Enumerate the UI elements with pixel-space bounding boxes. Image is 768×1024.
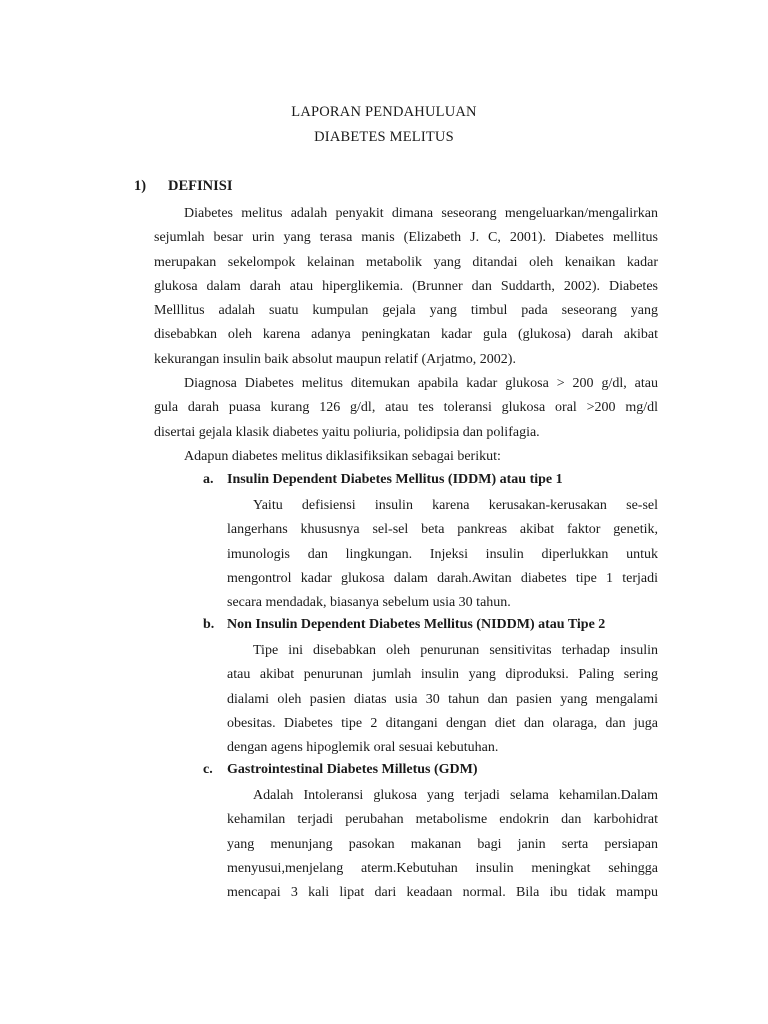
paragraph-line: mengontrol kadar glukosa dalam darah.Awitan diabetes tipe 1 terjadi	[227, 570, 658, 586]
paragraph-line: yang menunjang pasokan makanan bagi janin serta persiapan	[227, 836, 658, 852]
item-title: Non Insulin Dependent Diabetes Mellitus (NIDDM) atau Tipe 2	[227, 617, 606, 632]
paragraph-line: Yaitu defisiensi insulin karena kerusakan-kerusakan se-sel	[253, 498, 658, 513]
paragraph-line: kekurangan insulin baik absolut maupun relatif (Arjatmo, 2002).	[154, 351, 516, 367]
paragraph-line: Tipe ini disebabkan oleh penurunan sensitivitas terhadap insulin	[253, 643, 658, 658]
item-body-b	[227, 639, 658, 760]
paragraph-classification	[154, 445, 658, 469]
item-heading-a	[203, 472, 563, 488]
item-letter: a.	[203, 472, 214, 487]
paragraph-line: sejumlah besar urin yang terasa manis (Elizabeth J. C, 2001). Diabetes mellitus	[154, 230, 658, 246]
paragraph-line: glukosa dalam darah atau hiperglikemia. (Brunner dan Suddarth, 2002). Diabetes	[154, 278, 658, 294]
document-subtitle: DIABETES MELITUS	[314, 129, 454, 145]
paragraph-line: imunologis dan lingkungan. Injeksi insulin diperlukkan untuk	[227, 546, 658, 562]
paragraph-diagnosis	[154, 372, 658, 445]
paragraph-line: dialami oleh pasien diatas usia 30 tahun dan pasien yang mengalami	[227, 691, 658, 707]
document-title: LAPORAN PENDAHULUAN	[291, 104, 477, 120]
paragraph-line: kehamilan terjadi perubahan metabolisme endokrin dan karbohidrat	[227, 812, 658, 828]
item-heading-c	[203, 762, 478, 778]
item-title: Insulin Dependent Diabetes Mellitus (IDDM) atau tipe 1	[227, 472, 563, 487]
paragraph-definition	[154, 202, 658, 372]
paragraph-line: Diabetes melitus adalah penyakit dimana seseorang mengeluarkan/mengalirkan	[184, 206, 658, 221]
paragraph-line: atau akibat penurunan jumlah insulin yang diproduksi. Paling sering	[227, 667, 658, 683]
item-heading-b	[203, 617, 605, 633]
item-title: Gastrointestinal Diabetes Milletus (GDM)	[227, 762, 478, 777]
paragraph-line: Adalah Intoleransi glukosa yang terjadi selama kehamilan.Dalam	[253, 788, 658, 803]
section-number: 1)	[134, 178, 147, 194]
section-title: DEFINISI	[168, 178, 233, 194]
paragraph-line: disebabkan oleh karena adanya peningkatan kadar gula (glukosa) darah akibat	[154, 327, 658, 343]
item-letter: b.	[203, 617, 215, 632]
item-body-a	[227, 494, 658, 615]
paragraph-line: menyusui,menjelang aterm.Kebutuhan insulin meningkat sehingga	[227, 860, 658, 876]
paragraph-line: Diagnosa Diabetes melitus ditemukan apabila kadar glukosa > 200 g/dl, atau	[184, 376, 658, 391]
item-letter: c.	[203, 762, 213, 777]
paragraph-line: gula darah puasa kurang 126 g/dl, atau tes toleransi glukosa oral >200 mg/dl	[154, 400, 658, 416]
paragraph-line: dengan agens hipoglemik oral sesuai kebutuhan.	[227, 740, 499, 756]
paragraph-line: Melllitus adalah suatu kumpulan gejala yang timbul pada seseorang yang	[154, 303, 658, 319]
paragraph-line: disertai gejala klasik diabetes yaitu poliuria, polidipsia dan polifagia.	[154, 424, 540, 440]
paragraph-line: secara mendadak, biasanya sebelum usia 30 tahun.	[227, 595, 511, 611]
paragraph-line: merupakan sekelompok kelainan metabolik yang ditandai oleh kenaikan kadar	[154, 254, 658, 270]
paragraph-line: Adapun diabetes melitus diklasifiksikan sebagai berikut:	[184, 449, 501, 464]
paragraph-line: mencapai 3 kali lipat dari keadaan normal. Bila ibu tidak mampu	[227, 885, 658, 901]
paragraph-line: obesitas. Diabetes tipe 2 ditangani dengan diet dan olaraga, dan juga	[227, 715, 658, 731]
item-body-c	[227, 784, 658, 905]
section-heading	[134, 178, 232, 195]
paragraph-line: langerhans khususnya sel-sel beta pankreas akibat faktor genetik,	[227, 522, 658, 538]
